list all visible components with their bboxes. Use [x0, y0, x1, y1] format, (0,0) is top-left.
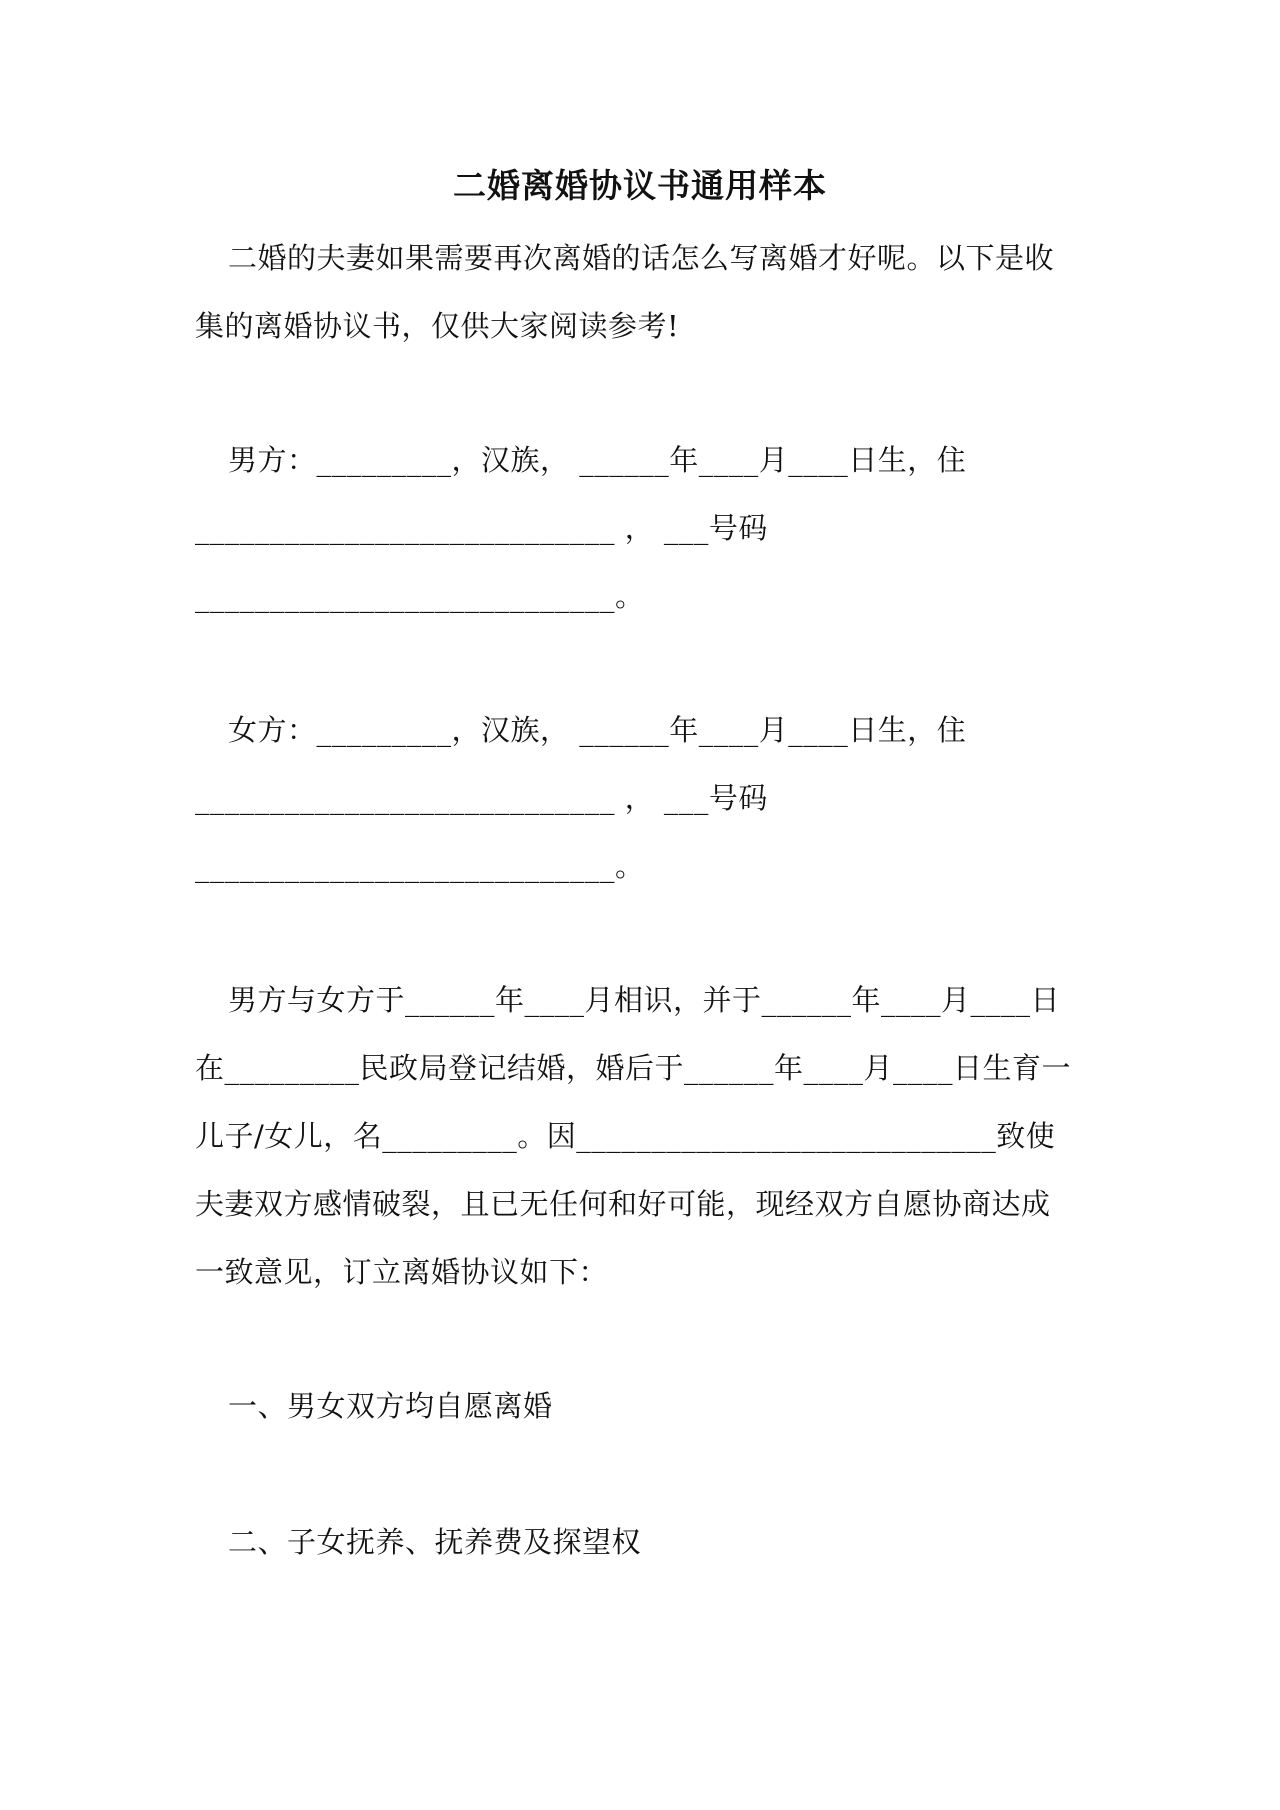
male-line-2: ____________________________ ， ___号码 — [195, 511, 768, 545]
document-title: 二婚离婚协议书通用样本 — [453, 166, 827, 205]
marriage-line-4: 夫妻双方感情破裂，且已无任何和好可能，现经双方自愿协商达成 — [195, 1187, 1051, 1221]
marriage-line-5: 一致意见，订立离婚协议如下： — [195, 1255, 609, 1289]
female-line-3: ____________________________。 — [195, 849, 645, 883]
marriage-line-1: 男方与女方于______年____月相识，并于______年____月____日 — [228, 983, 1061, 1017]
intro-line-1: 二婚的夫妻如果需要再次离婚的话怎么写离婚才好呢。以下是收 — [228, 241, 1055, 275]
female-line-1: 女方：_________，汉族， ______年____月____日生，住 — [228, 713, 967, 747]
clause-1: 一、男女双方均自愿离婚 — [228, 1389, 553, 1423]
male-line-3: ____________________________。 — [195, 579, 645, 613]
marriage-line-3: 儿子/女儿，名_________。因____________________________致使 — [195, 1119, 1056, 1153]
female-line-2: ____________________________ ， ___号码 — [195, 781, 768, 815]
marriage-line-2: 在_________民政局登记结婚，婚后于______年____月____日生育一 — [195, 1051, 1072, 1085]
male-line-1: 男方：_________，汉族， ______年____月____日生，住 — [228, 443, 967, 477]
intro-line-2: 集的离婚协议书，仅供大家阅读参考! — [195, 309, 680, 343]
clause-2: 二、子女抚养、抚养费及探望权 — [228, 1525, 642, 1559]
